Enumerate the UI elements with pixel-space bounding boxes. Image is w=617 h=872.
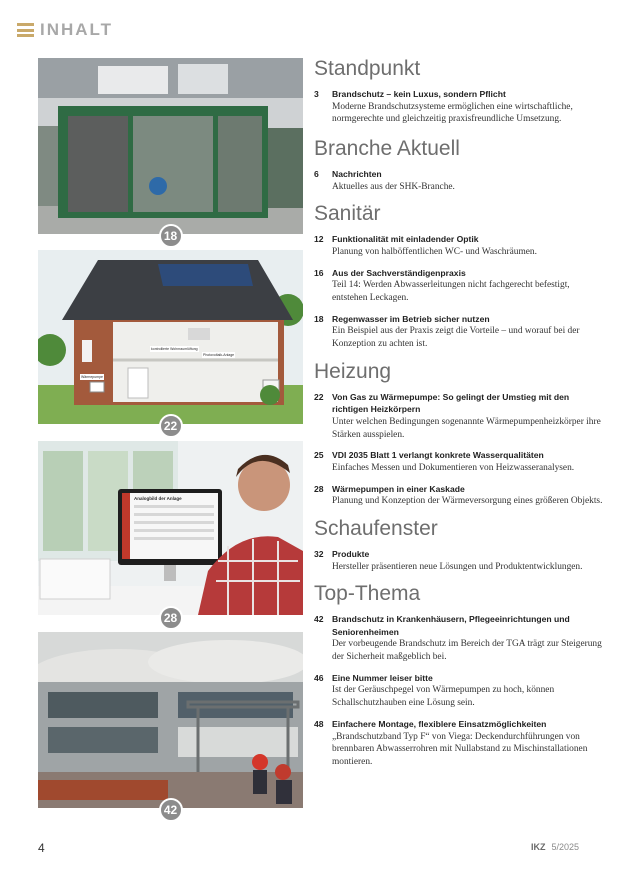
label-ventilation: kontrollierte Wohnraumlüftung (151, 347, 198, 351)
entry-description: Der vorbeugende Brandschutz im Bereich der TGA trägt zur Steigerung der Sicherheit maßgeblich bei. (332, 639, 602, 663)
page-number: 4 (38, 841, 45, 855)
section-title: Sanitär (314, 202, 381, 226)
label-heatpump: Wärmepumpe (81, 375, 103, 379)
toc-entry[interactable] (314, 483, 604, 508)
entry-title: Wärmepumpen in einer Kaskade (332, 483, 465, 494)
entry-description: Hersteller präsentieren neue Lösungen und Produktentwicklungen. (332, 561, 583, 572)
section-top-thema (314, 581, 604, 769)
toc-content (314, 56, 604, 777)
entry-description: „Brandschutzband Typ F“ von Viega: Deckendurchführungen von brennbaren Abwasserrohren mit Nullabstand zu Mischinstallationen montieren. (332, 731, 588, 768)
container-illustration (38, 58, 303, 234)
entry-description: Moderne Brandschutzsysteme ermöglichen eine wirtschaftliche, normgerechte und gleichzeitig praxisfreundliche Umsetzung. (332, 101, 573, 125)
toc-entry[interactable] (314, 718, 604, 769)
entry-description: Teil 14: Werden Abwasserleitungen nicht fachgerecht befestigt, entstehen Leckagen. (332, 280, 570, 303)
issue-info (531, 842, 579, 852)
photo-container-plant (38, 58, 303, 243)
entry-description: Einfaches Messen und Dokumentieren von Heizwasseranalysen. (332, 462, 575, 473)
entry-page-number: 18 (314, 313, 324, 324)
entry-title: Einfachere Montage, flexiblere Einsatzmöglichkeiten (332, 719, 547, 730)
label-pv: Photovoltaik-Anlage (203, 353, 235, 357)
photo-fire-drill (38, 632, 303, 817)
page-badge: 28 (159, 606, 183, 630)
entry-page-number: 16 (314, 267, 324, 278)
toc-entry[interactable] (314, 88, 604, 126)
toc-entry[interactable] (314, 613, 604, 664)
entry-title: Produkte (332, 549, 370, 560)
toc-entry[interactable] (314, 449, 604, 474)
entry-page-number: 42 (314, 614, 324, 625)
toc-entry[interactable] (314, 672, 604, 710)
entry-page-number: 25 (314, 450, 324, 461)
section-title: Standpunkt (314, 57, 421, 80)
section-branche-aktuell (314, 136, 604, 193)
entry-title: Funktionalität mit einladender Optik (332, 234, 479, 245)
entry-title: Brandschutz – kein Luxus, sondern Pflicht (332, 89, 506, 99)
entry-title: Regenwasser im Betrieb sicher nutzen (332, 313, 490, 324)
entry-description: Unter welchen Bedingungen sogenannte Wärmepumpenheizkörper ihre Stärken ausspielen. (332, 416, 601, 440)
section-title: Top-Thema (314, 582, 421, 606)
page-title: INHALT (40, 20, 114, 39)
photo-man-computer (38, 441, 303, 625)
entry-title: Von Gas zu Wärmepumpe: So gelingt der Umstieg mit den richtigen Heizkörpern (332, 391, 570, 415)
entry-page-number: 6 (314, 169, 319, 180)
toc-entry[interactable] (314, 313, 604, 351)
entry-title: Eine Nummer leiser bitte (332, 672, 433, 683)
entry-description: Ist der Geräuschpegel von Wärmepumpen zu hoch, können Schallschutzhauben eine Lösung sein. (332, 685, 555, 709)
entry-description: Planung und Konzeption der Wärmeversorgung eines größeren Objekts. (332, 496, 603, 507)
toc-entry[interactable] (314, 548, 604, 573)
section-title: Branche Aktuell (314, 137, 460, 161)
entry-page-number: 3 (314, 89, 319, 99)
fire-illustration (38, 632, 303, 808)
photo-house-cutaway (38, 250, 303, 433)
house-illustration (38, 250, 303, 424)
toc-entry[interactable] (314, 233, 604, 258)
menu-icon (17, 23, 34, 37)
toc-entry[interactable] (314, 267, 604, 305)
section-sanitaer (314, 201, 604, 350)
entry-title: VDI 2035 Blatt 1 verlangt konkrete Wasserqualitäten (332, 450, 544, 461)
page-badge: 42 (159, 798, 183, 822)
section-standpunkt (314, 56, 604, 126)
entry-description: Aktuelles aus der SHK-Branche. (332, 181, 455, 192)
section-heizung (314, 359, 604, 508)
page-badge: 18 (159, 224, 183, 248)
entry-title: Nachrichten (332, 169, 382, 180)
entry-description: Ein Beispiel aus der Praxis zeigt die Vorteile – und worauf bei der Konzeption zu achten ist. (332, 326, 580, 350)
entry-description: Planung von halböffentlichen WC- und Waschräumen. (332, 246, 537, 257)
entry-page-number: 22 (314, 391, 324, 402)
entry-title: Aus der Sachverständigenpraxis (332, 267, 466, 278)
section-schaufenster (314, 516, 604, 573)
page-badge: 22 (159, 414, 183, 438)
toc-entry[interactable] (314, 168, 604, 193)
section-title: Heizung (314, 359, 392, 383)
toc-entry[interactable] (314, 391, 604, 442)
entry-title: Brandschutz in Krankenhäusern, Pflegeeinrichtungen und Seniorenheimen (332, 614, 570, 637)
entry-page-number: 28 (314, 483, 324, 494)
entry-page-number: 46 (314, 672, 324, 683)
entry-page-number: 32 (314, 549, 324, 560)
entry-page-number: 12 (314, 234, 324, 245)
section-title: Schaufenster (314, 517, 438, 541)
page-header (17, 20, 113, 40)
issue-number: 5/2025 (551, 842, 579, 852)
screen-title: Analogbild der Anlage (134, 496, 182, 501)
office-illustration (38, 441, 303, 615)
entry-page-number: 48 (314, 719, 324, 730)
magazine-name: IKZ (530, 842, 546, 852)
